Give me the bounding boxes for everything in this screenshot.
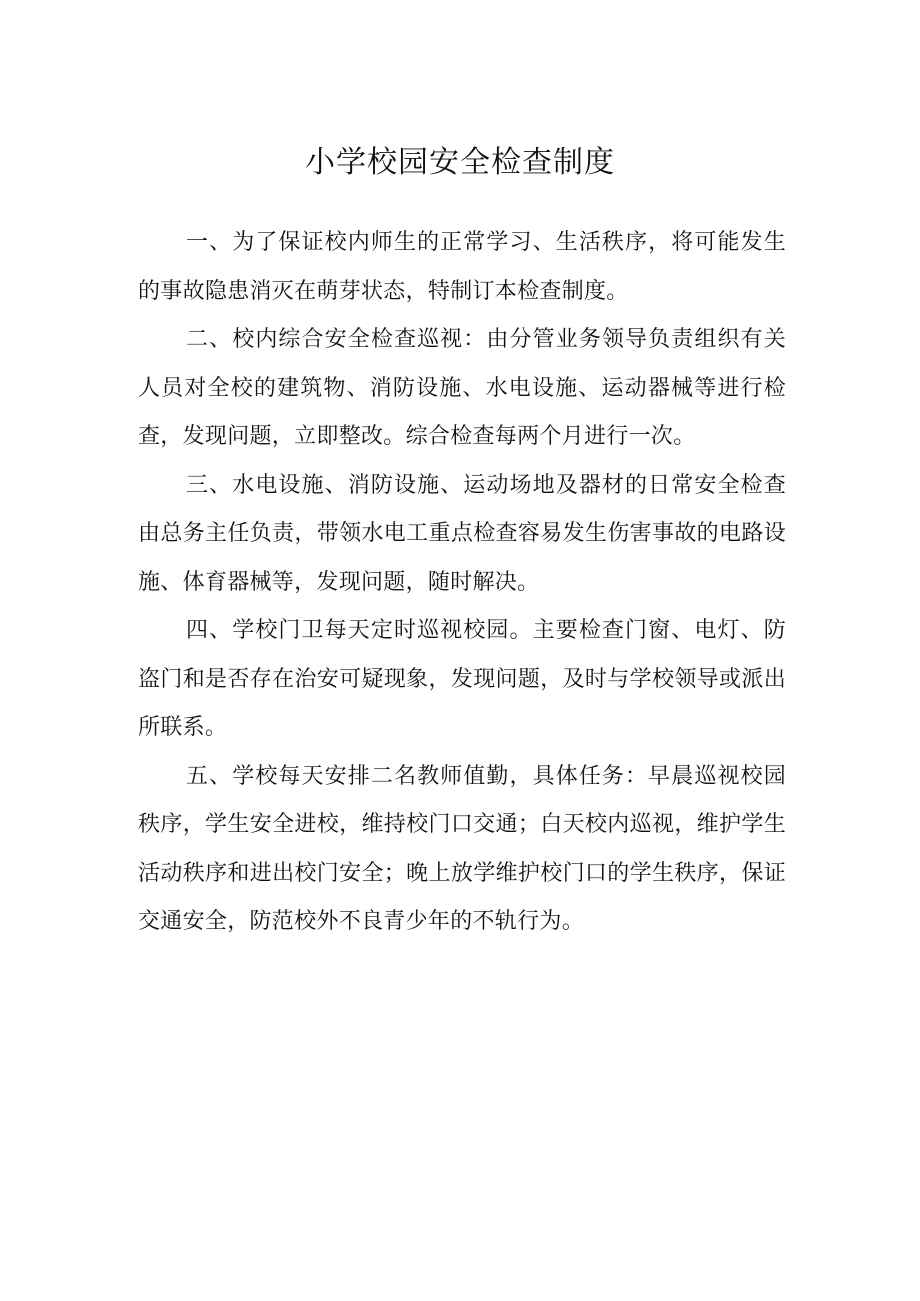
document-title: 小学校园安全检查制度 <box>305 145 615 180</box>
paragraph-5: 五、学校每天安排二名教师值勤，具体任务：早晨巡视校园秩序，学生安全进校，维持校门口交通；白天校内巡视，维护学生活动秩序和进出校门安全；晚上放学维护校门口的学生秩序，保证交通安全，防范校外不良青少年的不轨行为。 <box>138 763 786 934</box>
paragraph-3: 三、水电设施、消防设施、运动场地及器材的日常安全检查由总务主任负责，带领水电工重点检查容易发生伤害事故的电路设施、体育器械等，发现问题，随时解决。 <box>138 472 786 595</box>
paragraph-2: 二、校内综合安全检查巡视：由分管业务领导负责组织有关人员对全校的建筑物、消防设施、水电设施、运动器械等进行检查，发现问题，立即整改。综合检查每两个月进行一次。 <box>138 327 786 449</box>
paragraph-4: 四、学校门卫每天定时巡视校园。主要检查门窗、电灯、防盗门和是否存在治安可疑现象，发现问题，及时与学校领导或派出所联系。 <box>138 618 786 740</box>
document-body <box>138 219 786 947</box>
paragraph-1: 一、为了保证校内师生的正常学习、生活秩序，将可能发生的事故隐患消灭在萌芽状态，特制订本检查制度。 <box>138 230 786 304</box>
